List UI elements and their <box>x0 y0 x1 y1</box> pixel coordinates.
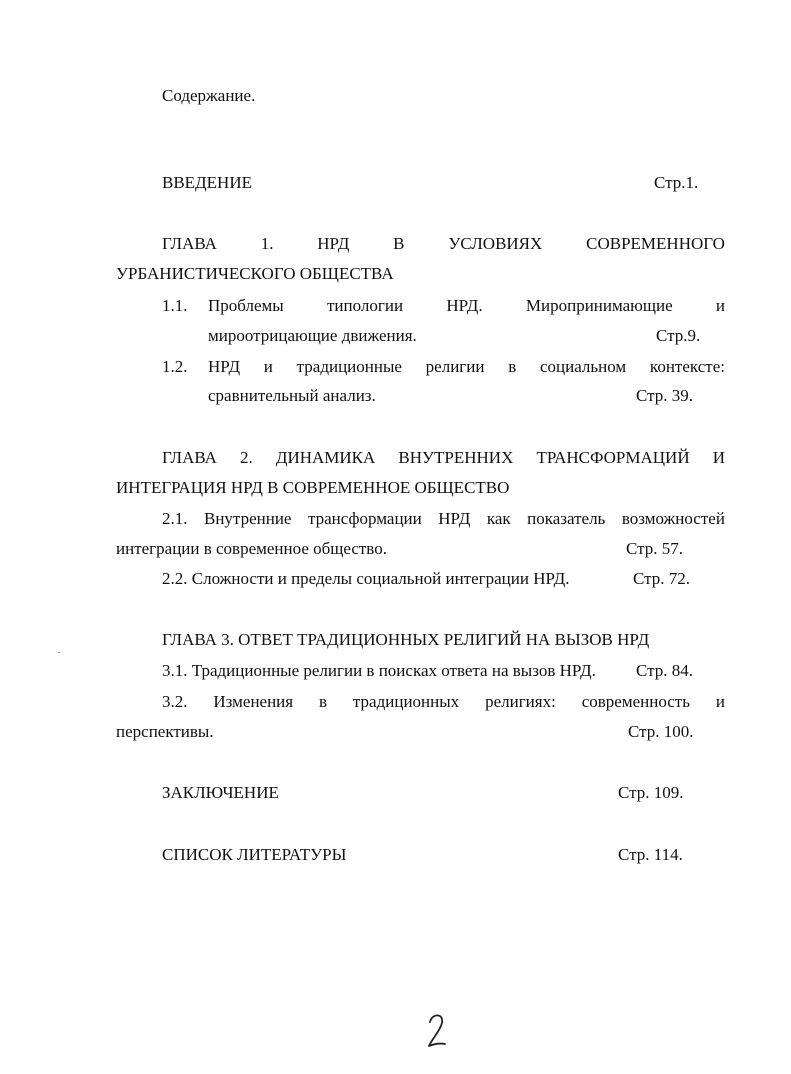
word: 1. <box>260 234 274 253</box>
word: УСЛОВИЯХ <box>448 234 543 253</box>
word: Проблемы <box>208 296 284 315</box>
word: Внутренние <box>204 509 292 528</box>
ch2-s1-line2: интеграции в современное общество. <box>116 539 387 558</box>
ch1-s2-line1 <box>208 357 725 377</box>
intro-label: ВВЕДЕНИЕ <box>162 173 252 192</box>
scan-speck <box>58 652 60 653</box>
word: 2. <box>240 448 253 467</box>
ch3-s2-line1 <box>162 692 725 712</box>
conclusion-label: ЗАКЛЮЧЕНИЕ <box>162 783 279 802</box>
toc-title: Содержание. <box>162 86 256 105</box>
ch3-s1-text: 3.1. Традиционные религии в поисках ответа на вызов НРД. <box>162 661 596 680</box>
handwritten-two-glyph <box>429 1015 445 1046</box>
word: возможностей <box>621 509 725 528</box>
word: ДИНАМИКА <box>275 448 376 467</box>
word: Миропринимающие <box>525 296 673 315</box>
word: показатель <box>527 509 606 528</box>
ch3-s2-page: Стр. 100. <box>628 722 694 741</box>
ch1-s1-line1 <box>208 296 725 316</box>
bibliography-label: СПИСОК ЛИТЕРАТУРЫ <box>162 845 347 864</box>
word: современность <box>581 692 690 711</box>
word: традиционные <box>296 357 402 376</box>
ch3-s1-page: Стр. 84. <box>636 661 694 680</box>
word: контексте: <box>649 357 725 376</box>
word: Изменения <box>213 692 294 711</box>
ch2-s1-line1 <box>162 509 725 529</box>
word: СОВРЕМЕННОГО <box>586 234 725 253</box>
ch2-s2-page: Стр. 72. <box>633 569 691 588</box>
ch1-s1-page: Стр.9. <box>656 326 701 345</box>
word: традиционных <box>352 692 460 711</box>
word: ГЛАВА <box>162 448 217 467</box>
handwritten-page-number <box>422 1010 452 1050</box>
ch3-heading: ГЛАВА 3. ОТВЕТ ТРАДИЦИОННЫХ РЕЛИГИЙ НА ВЫЗОВ НРД <box>162 630 650 649</box>
word: социальном <box>539 357 627 376</box>
word: НРД <box>208 357 241 376</box>
ch3-s2-line2: перспективы. <box>116 722 214 741</box>
word: НРД. <box>446 296 483 315</box>
word: НРД <box>438 509 471 528</box>
conclusion-page: Стр. 109. <box>618 783 684 802</box>
word: трансформации <box>307 509 422 528</box>
intro-page: Стр.1. <box>654 173 699 192</box>
word: ВНУТРЕННИХ <box>398 448 514 467</box>
word: НРД <box>317 234 350 253</box>
ch2-s2-text: 2.2. Сложности и пределы социальной интеграции НРД. <box>162 569 570 588</box>
word: религии <box>425 357 485 376</box>
ch2-heading-line2: ИНТЕГРАЦИЯ НРД В СОВРЕМЕННОЕ ОБЩЕСТВО <box>116 478 510 497</box>
word: И <box>712 448 725 467</box>
ch1-s2-line2: сравнительный анализ. <box>208 386 376 405</box>
bibliography-page: Стр. 114. <box>618 845 683 864</box>
ch1-heading-line2: УРБАНИСТИЧЕСКОГО ОБЩЕСТВА <box>116 264 394 283</box>
word: ТРАНСФОРМАЦИЙ <box>536 448 690 467</box>
ch2-heading-line1 <box>162 448 725 468</box>
ch1-s1-number: 1.1. <box>162 296 188 315</box>
word: и <box>715 296 725 315</box>
ch1-s2-number: 1.2. <box>162 357 188 376</box>
ch1-heading-line1 <box>162 234 725 254</box>
word: типологии <box>326 296 404 315</box>
ch1-s2-page: Стр. 39. <box>636 386 694 405</box>
word: религиях: <box>485 692 556 711</box>
word: В <box>393 234 405 253</box>
ch1-s1-line2: мироотрицающие движения. <box>208 326 417 345</box>
word: и <box>263 357 273 376</box>
word: в <box>508 357 517 376</box>
word: и <box>715 692 725 711</box>
word: 3.2. <box>162 692 188 711</box>
ch2-s1-page: Стр. 57. <box>626 539 684 558</box>
word: в <box>319 692 328 711</box>
word: 2.1. <box>162 509 188 528</box>
word: ГЛАВА <box>162 234 217 253</box>
word: как <box>486 509 511 528</box>
